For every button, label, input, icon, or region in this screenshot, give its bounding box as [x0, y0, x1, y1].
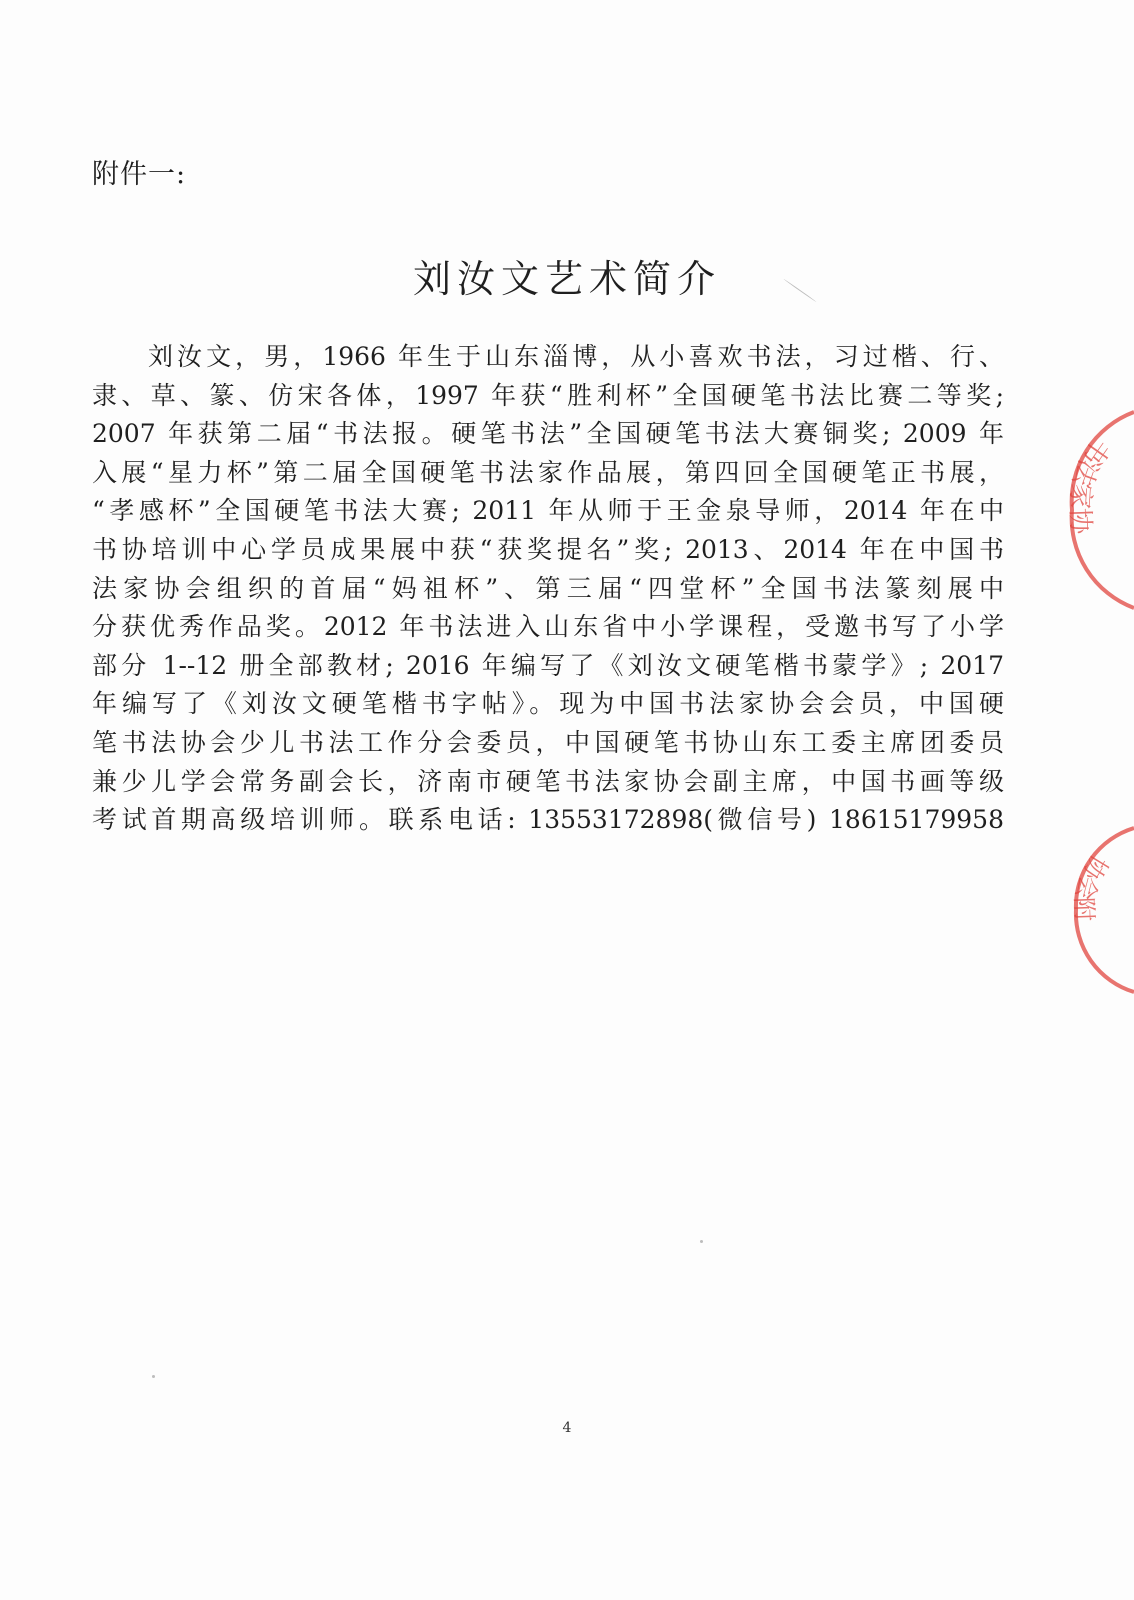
- svg-text:书法家协: [1064, 432, 1115, 535]
- body-line: 分获优秀作品奖。2012 年书法进入山东省中小学课程，受邀书写了小学: [92, 612, 1004, 642]
- scan-mark: [700, 1240, 703, 1243]
- document-title: 刘汝文艺术简介: [412, 257, 721, 301]
- seal-top-text: 书法家协: [1064, 432, 1116, 535]
- body-line: 刘汝文，男，1966 年生于山东淄博，从小喜欢书法，习过楷、行、: [148, 342, 1004, 371]
- scan-mark: [152, 1375, 155, 1378]
- body-line: 兼少儿学会常务副会长，济南市硬笔书法家协会副主席，中国书画等级: [92, 766, 1004, 796]
- page-number: 4: [562, 1420, 572, 1436]
- attachment-label: 附件一:: [92, 159, 187, 190]
- red-seal-bottom: [1060, 820, 1134, 1000]
- svg-text:协会附: [1070, 850, 1113, 921]
- seal-bottom-text: 协会附: [1069, 850, 1113, 922]
- body-line: “孝感杯”全国硬笔书法大赛; 2011 年从师于王金泉导师，2014 年在中: [92, 496, 1004, 526]
- body-paragraph: [92, 338, 1004, 840]
- body-line: 隶、草、篆、仿宋各体，1997 年获“胜利杯”全国硬笔书法比赛二等奖;: [92, 380, 1004, 410]
- body-line: 2007 年获第二届“书法报。硬笔书法”全国硬笔书法大赛铜奖; 2009 年: [92, 419, 1004, 449]
- body-line: 书协培训中心学员成果展中获“获奖提名”奖; 2013、2014 年在中国书: [92, 534, 1004, 564]
- body-line: 笔书法协会少儿书法工作分会委员，中国硬笔书协山东工委主席团委员: [92, 727, 1004, 757]
- red-seal-top: [1050, 400, 1134, 620]
- body-line: 考试首期高级培训师。联系电话: 13553172898(微信号) 18615179958: [92, 805, 1004, 835]
- body-line: 法家协会组织的首届“妈祖杯”、第三届“四堂杯”全国书法篆刻展中: [92, 573, 1004, 603]
- body-line: 年编写了《刘汝文硬笔楷书字帖》。现为中国书法家协会会员，中国硬: [92, 689, 1004, 719]
- body-line: 入展“星力杯”第二届全国硬笔书法家作品展，第四回全国硬笔正书展，: [92, 457, 1004, 487]
- body-line: 部分 1--12 册全部教材; 2016 年编写了《刘汝文硬笔楷书蒙学》; 2017: [92, 650, 1004, 680]
